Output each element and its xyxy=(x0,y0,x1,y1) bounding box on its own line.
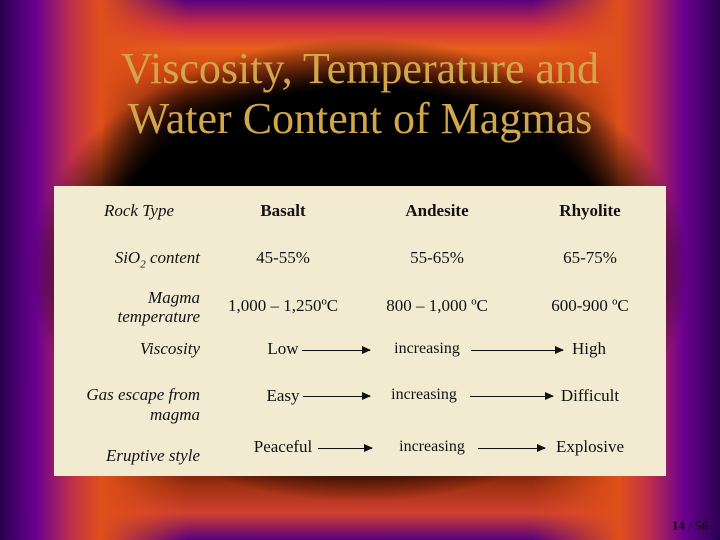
viscosity-arrow-1 xyxy=(302,350,370,351)
temp-andesite: 800 – 1,000 ºC xyxy=(386,296,488,315)
rock-type-label: Rock Type xyxy=(103,201,174,220)
eruptive-rhyolite: Explosive xyxy=(556,437,624,456)
viscosity-basalt: Low xyxy=(267,339,299,358)
eruptive-style-label: Eruptive style xyxy=(106,446,200,465)
magma-temperature-label: Magma temperature xyxy=(117,288,200,326)
column-andesite: Andesite xyxy=(405,201,469,220)
page-number: 14 / 56 xyxy=(672,518,709,533)
title-line-2: Water Content of Magmas xyxy=(127,94,593,143)
eruptive-basalt: Peaceful xyxy=(253,437,313,456)
viscosity-label: Viscosity xyxy=(139,339,200,358)
gas-escape-label: Gas escape from magma xyxy=(86,385,200,424)
slide-title xyxy=(40,44,680,144)
viscosity-rhyolite: High xyxy=(572,339,606,358)
magma-table xyxy=(54,186,666,476)
title-line-1: Viscosity, Temperature and xyxy=(120,44,600,93)
column-basalt: Basalt xyxy=(260,201,306,220)
gas-andesite: increasing xyxy=(391,386,457,403)
gas-arrow-1 xyxy=(303,396,370,397)
sio2-basalt: 45-55% xyxy=(256,248,310,267)
sio2-rhyolite: 65-75% xyxy=(563,248,617,267)
viscosity-andesite: increasing xyxy=(394,340,460,357)
sio2-content-label: SiO$_2$ content xyxy=(114,248,200,271)
gas-arrow-2 xyxy=(470,396,553,397)
gas-rhyolite: Difficult xyxy=(560,386,620,405)
eruptive-arrow-1 xyxy=(318,448,372,449)
sio2-andesite: 55-65% xyxy=(410,248,464,267)
viscosity-arrow-2 xyxy=(471,350,563,351)
column-rhyolite: Rhyolite xyxy=(559,201,621,220)
eruptive-andesite: increasing xyxy=(399,438,465,455)
temp-basalt: 1,000 – 1,250ºC xyxy=(227,296,339,315)
eruptive-arrow-2 xyxy=(478,448,545,449)
temp-rhyolite: 600-900 ºC xyxy=(551,296,629,315)
gas-basalt: Easy xyxy=(266,386,300,405)
